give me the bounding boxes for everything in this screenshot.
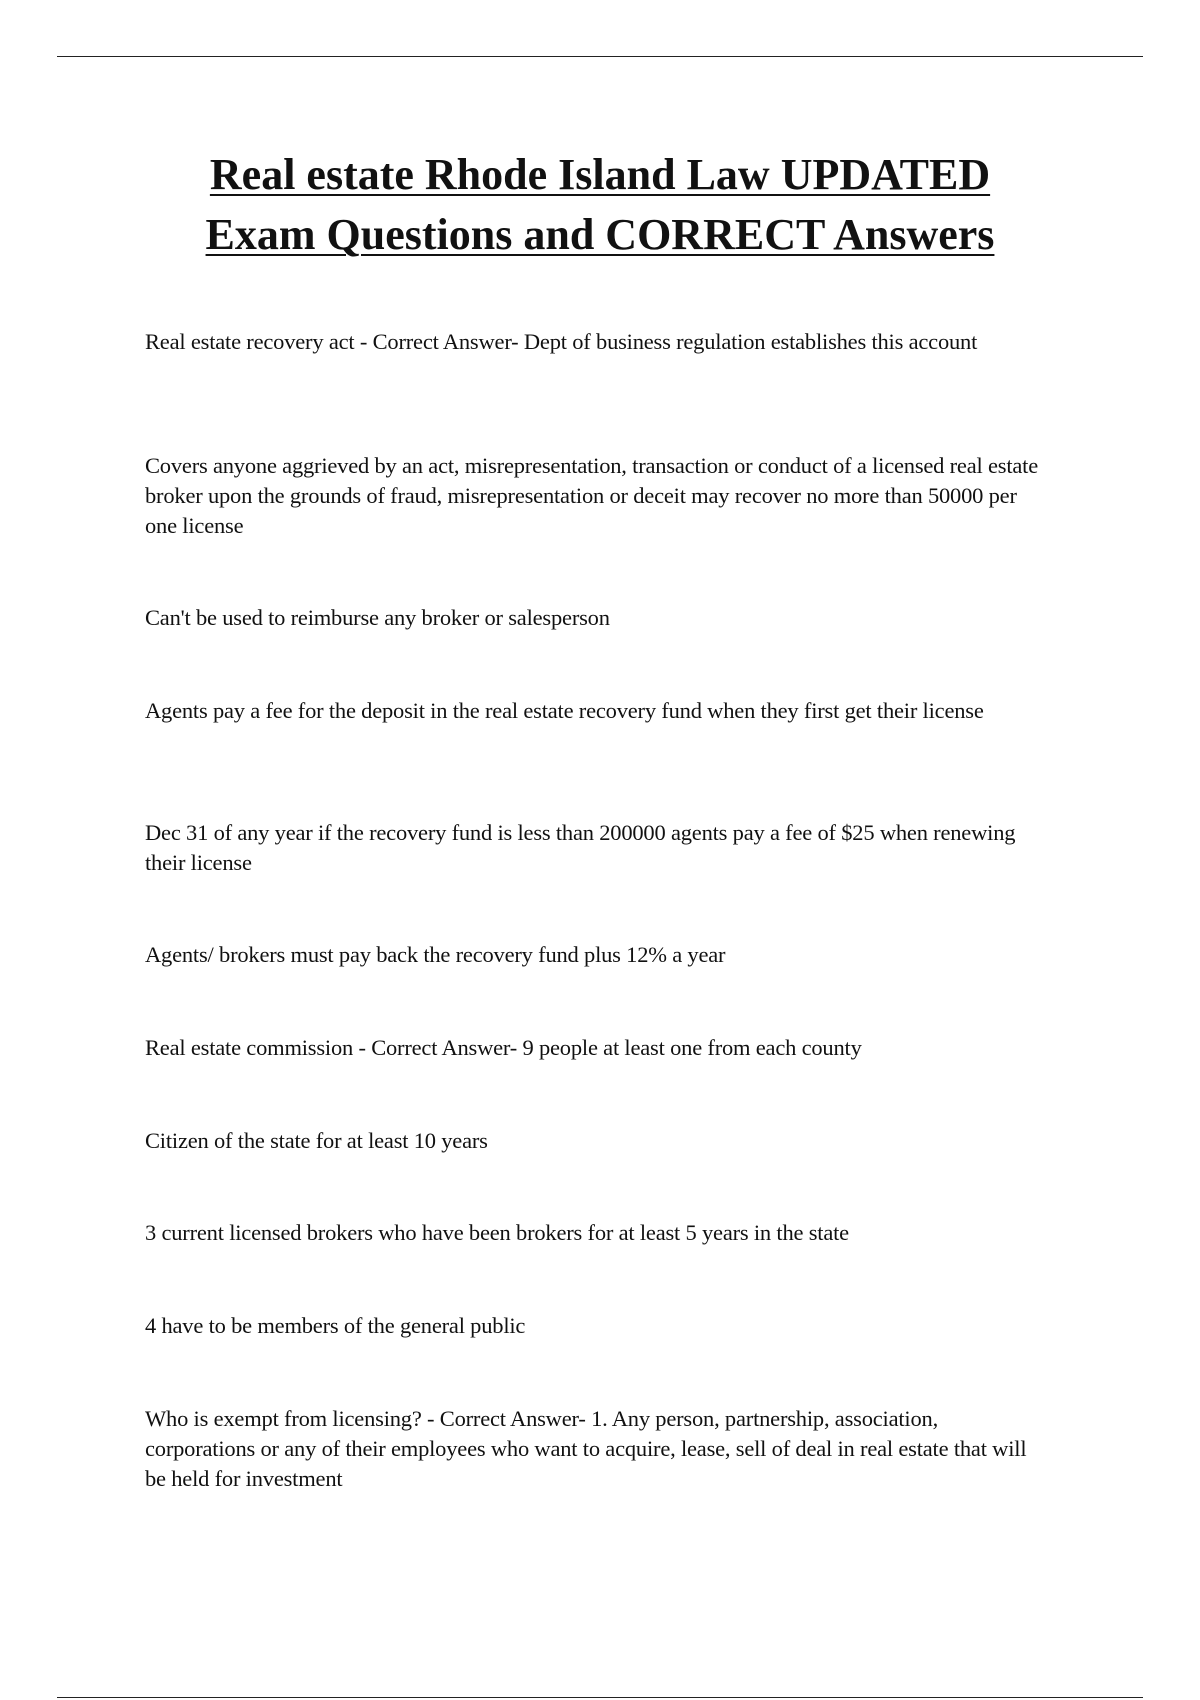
paragraph-citizen: Citizen of the state for at least 10 years [145,1128,488,1153]
title-line-1: Real estate Rhode Island Law UPDATED [209,150,991,199]
top-rule [57,56,1143,57]
paragraph-commission: Real estate commission - Correct Answer- 9 people at least one from each county [145,1035,862,1060]
title-line-2: Exam Questions and CORRECT Answers [205,210,995,259]
paragraph-recovery-act: Real estate recovery act - Correct Answer- Dept of business regulation establishes this account [145,329,978,354]
paragraph-brokers: 3 current licensed brokers who have been brokers for at least 5 years in the state [145,1220,849,1245]
paragraph-exempt: Who is exempt from licensing? - Correct Answer- 1. Any person, partnership, association, corporations or any of their employees who want to acquire, lease, sell of deal in real estate that will be held for investment [145,1406,1027,1491]
paragraph-agent-fee: Agents pay a fee for the deposit in the real estate recovery fund when they first get their license [145,698,984,723]
paragraph-payback: Agents/ brokers must pay back the recovery fund plus 12% a year [145,942,726,967]
document-title [60,145,1140,265]
paragraph-public-members: 4 have to be members of the general public [145,1313,526,1338]
paragraph-renewal-fee: Dec 31 of any year if the recovery fund is less than 200000 agents pay a fee of $25 when renewing their license [145,820,1016,875]
bottom-rule [57,1697,1143,1698]
paragraph-coverage: Covers anyone aggrieved by an act, misrepresentation, transaction or conduct of a licensed real estate broker upon the grounds of fraud, misrepresentation or deceit may recover no more than 50000 per one license [145,453,1038,538]
paragraph-reimburse: Can't be used to reimburse any broker or salesperson [145,605,610,630]
